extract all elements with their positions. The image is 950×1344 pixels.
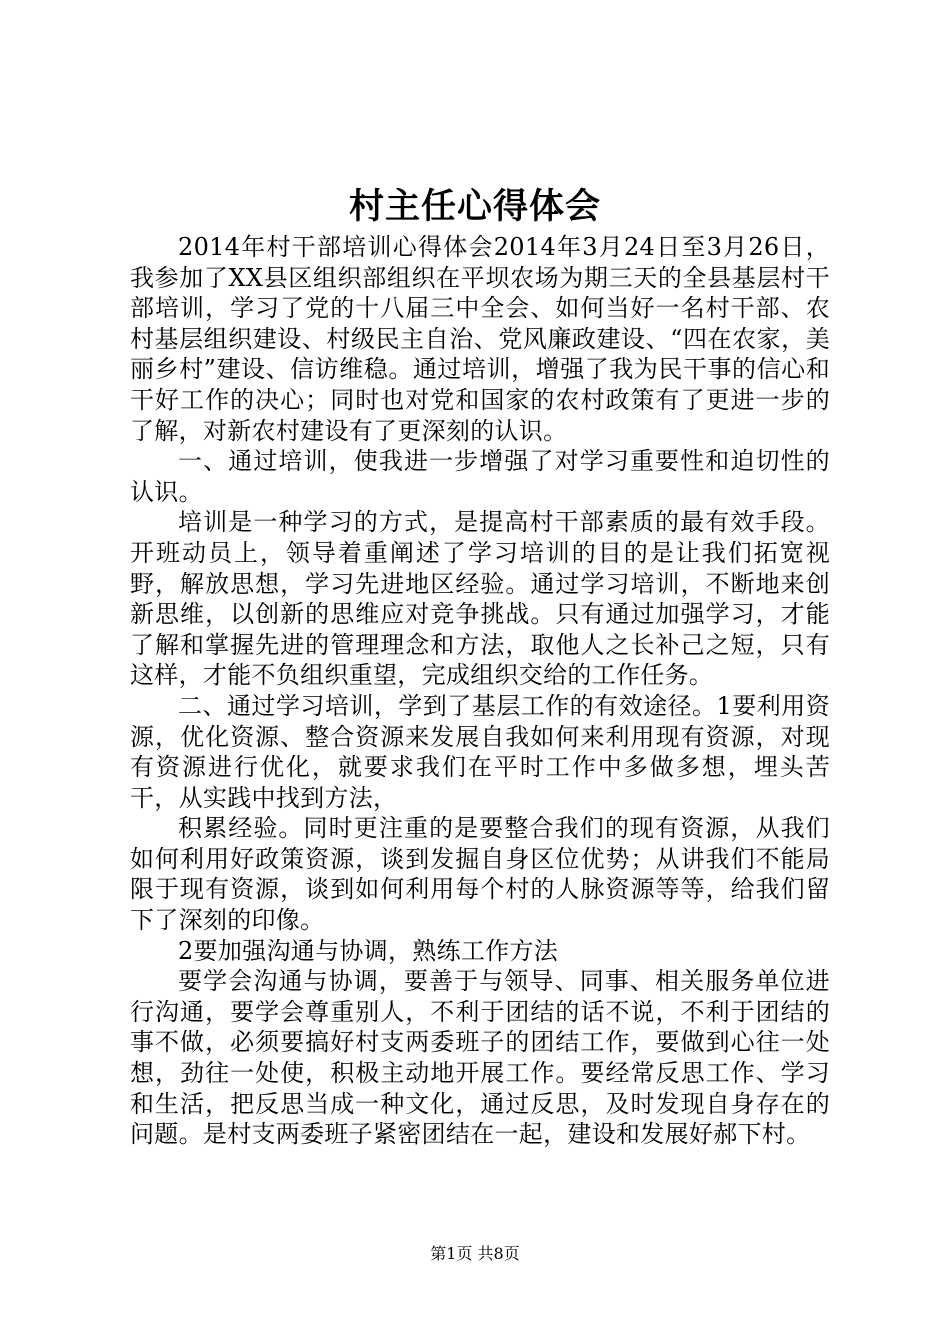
- page-footer: 第1页 共8页: [430, 1244, 520, 1263]
- paragraph: 2014年村干部培训心得体会2014年3月24日至3月26日，我参加了XX县区组织部组织在平坝农场为期三天的全县基层村干部培训，学习了党的十八届三中全会、如何当好一名村干部、农村基层组织建设、村级民主自治、党风廉政建设、“四在农家，美丽乡村”建设、信访维稳。通过培训，增强了我为民干事的信心和干好工作的决心；同时也对党和国家的农村政策有了更进一步的了解，对新农村建设有了更深刻的认识。: [130, 233, 830, 445]
- paragraph: 培训是一种学习的方式，是提高村干部素质的最有效手段。开班动员上，领导着重阐述了学习培训的目的是让我们拓宽视野，解放思想，学习先进地区经验。通过学习培训，不断地来创新思维，以创新的思维应对竞争挑战。只有通过加强学习，才能了解和掌握先进的管理理念和方法，取他人之长补己之短，只有这样，才能不负组织重望，完成组织交给的工作任务。: [130, 508, 830, 690]
- paragraph: 一、通过培训，使我进一步增强了对学习重要性和迫切性的认识。: [130, 447, 830, 506]
- paragraph: 2要加强沟通与协调，熟练工作方法: [178, 936, 559, 965]
- paragraph: 二、通过学习培训，学到了基层工作的有效途径。1要利用资源，优化资源、整合资源来发展自我如何来利用现有资源，对现有资源进行优化，就要求我们在平时工作中多做多想，埋头苦干，从实践中找到方法，: [130, 691, 830, 812]
- paragraph: 要学会沟通与协调，要善于与领导、同事、相关服务单位进行沟通，要学会尊重别人，不利于团结的话不说，不利于团结的事不做，必须要搞好村支两委班子的团结工作，要做到心往一处想，劲往一处使，积极主动地开展工作。要经常反思工作、学习和生活，把反思当成一种文化，通过反思，及时发现自身存在的问题。是村支两委班子紧密团结在一起，建设和发展好郝下村。: [130, 967, 830, 1149]
- paragraph: 积累经验。同时更注重的是要整合我们的现有资源，从我们如何利用好政策资源，谈到发掘自身区位优势；从讲我们不能局限于现有资源，谈到如何利用每个村的人脉资源等等，给我们留下了深刻的印像。: [130, 814, 830, 935]
- document-title: 村主任心得体会: [348, 186, 601, 227]
- document-body: [130, 232, 830, 1150]
